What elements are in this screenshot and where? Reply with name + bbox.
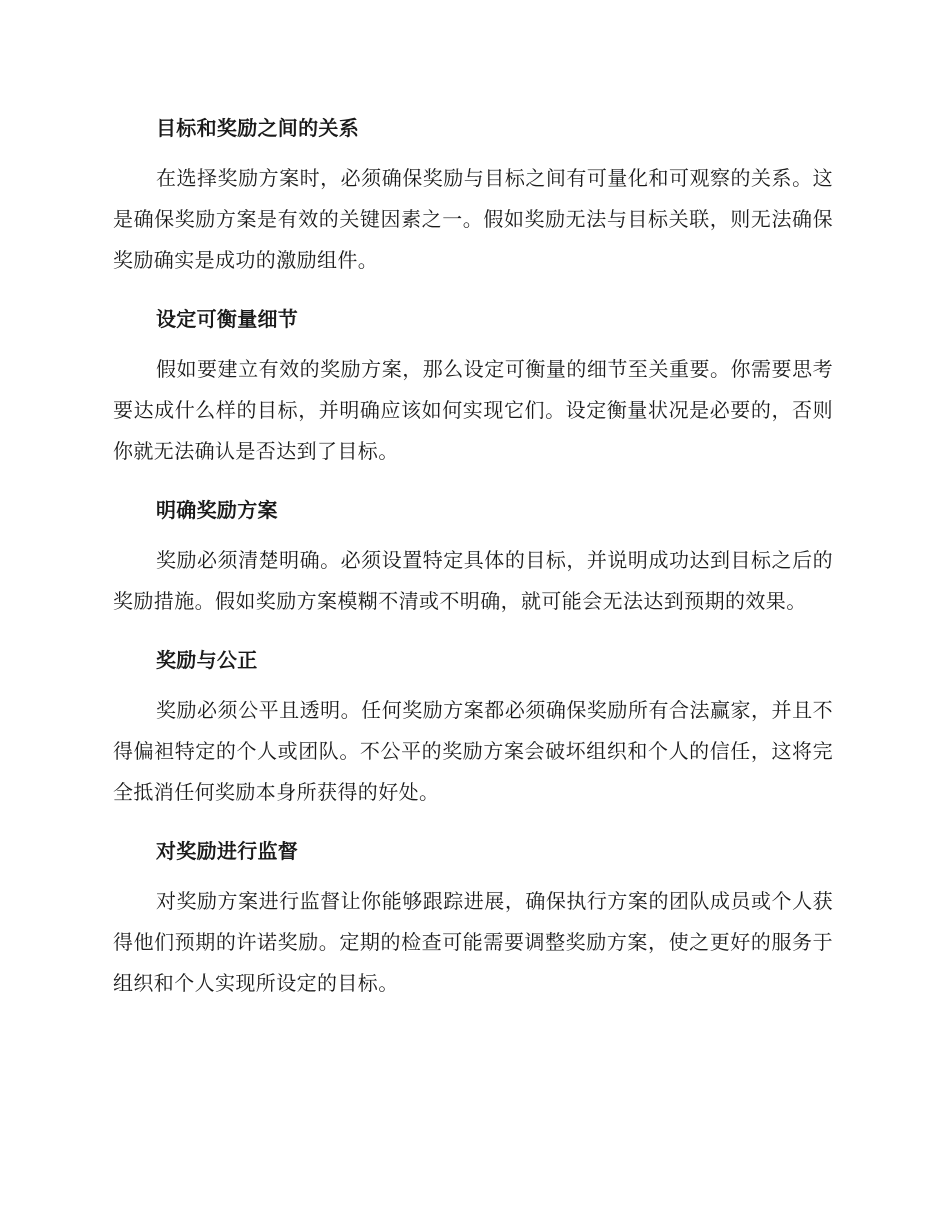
section-measurable-details	[113, 299, 833, 472]
document-page	[113, 108, 833, 1022]
section-reward-supervision	[113, 831, 833, 1004]
section-heading: 对奖励进行监督	[156, 839, 299, 863]
section-paragraph: 奖励必须公平且透明。任何奖励方案都必须确保奖励所有合法赢家，并且不得偏袒特定的个人或团队。不公平的奖励方案会破坏组织和个人的信任，这将完全抵消任何奖励本身所获得的好处。	[113, 698, 833, 804]
section-paragraph: 假如要建立有效的奖励方案，那么设定可衡量的细节至关重要。你需要思考要达成什么样的目标，并明确应该如何实现它们。设定衡量状况是必要的，否则你就无法确认是否达到了目标。	[113, 357, 833, 463]
section-clear-reward-plan	[113, 490, 833, 622]
section-heading: 目标和奖励之间的关系	[156, 116, 359, 140]
section-paragraph: 在选择奖励方案时，必须确保奖励与目标之间有可量化和可观察的关系。这是确保奖励方案是有效的关键因素之一。假如奖励无法与目标关联，则无法确保奖励确实是成功的激励组件。	[113, 166, 833, 272]
section-goal-reward-relation	[113, 108, 833, 281]
section-heading: 设定可衡量细节	[156, 307, 299, 331]
section-reward-fairness	[113, 640, 833, 813]
section-paragraph: 奖励必须清楚明确。必须设置特定具体的目标，并说明成功达到目标之后的奖励措施。假如奖励方案模糊不清或不明确，就可能会无法达到预期的效果。	[113, 548, 833, 613]
section-heading: 明确奖励方案	[156, 498, 278, 522]
section-heading: 奖励与公正	[156, 648, 258, 672]
section-paragraph: 对奖励方案进行监督让你能够跟踪进展，确保执行方案的团队成员或个人获得他们预期的许诺奖励。定期的检查可能需要调整奖励方案，使之更好的服务于组织和个人实现所设定的目标。	[113, 889, 833, 995]
